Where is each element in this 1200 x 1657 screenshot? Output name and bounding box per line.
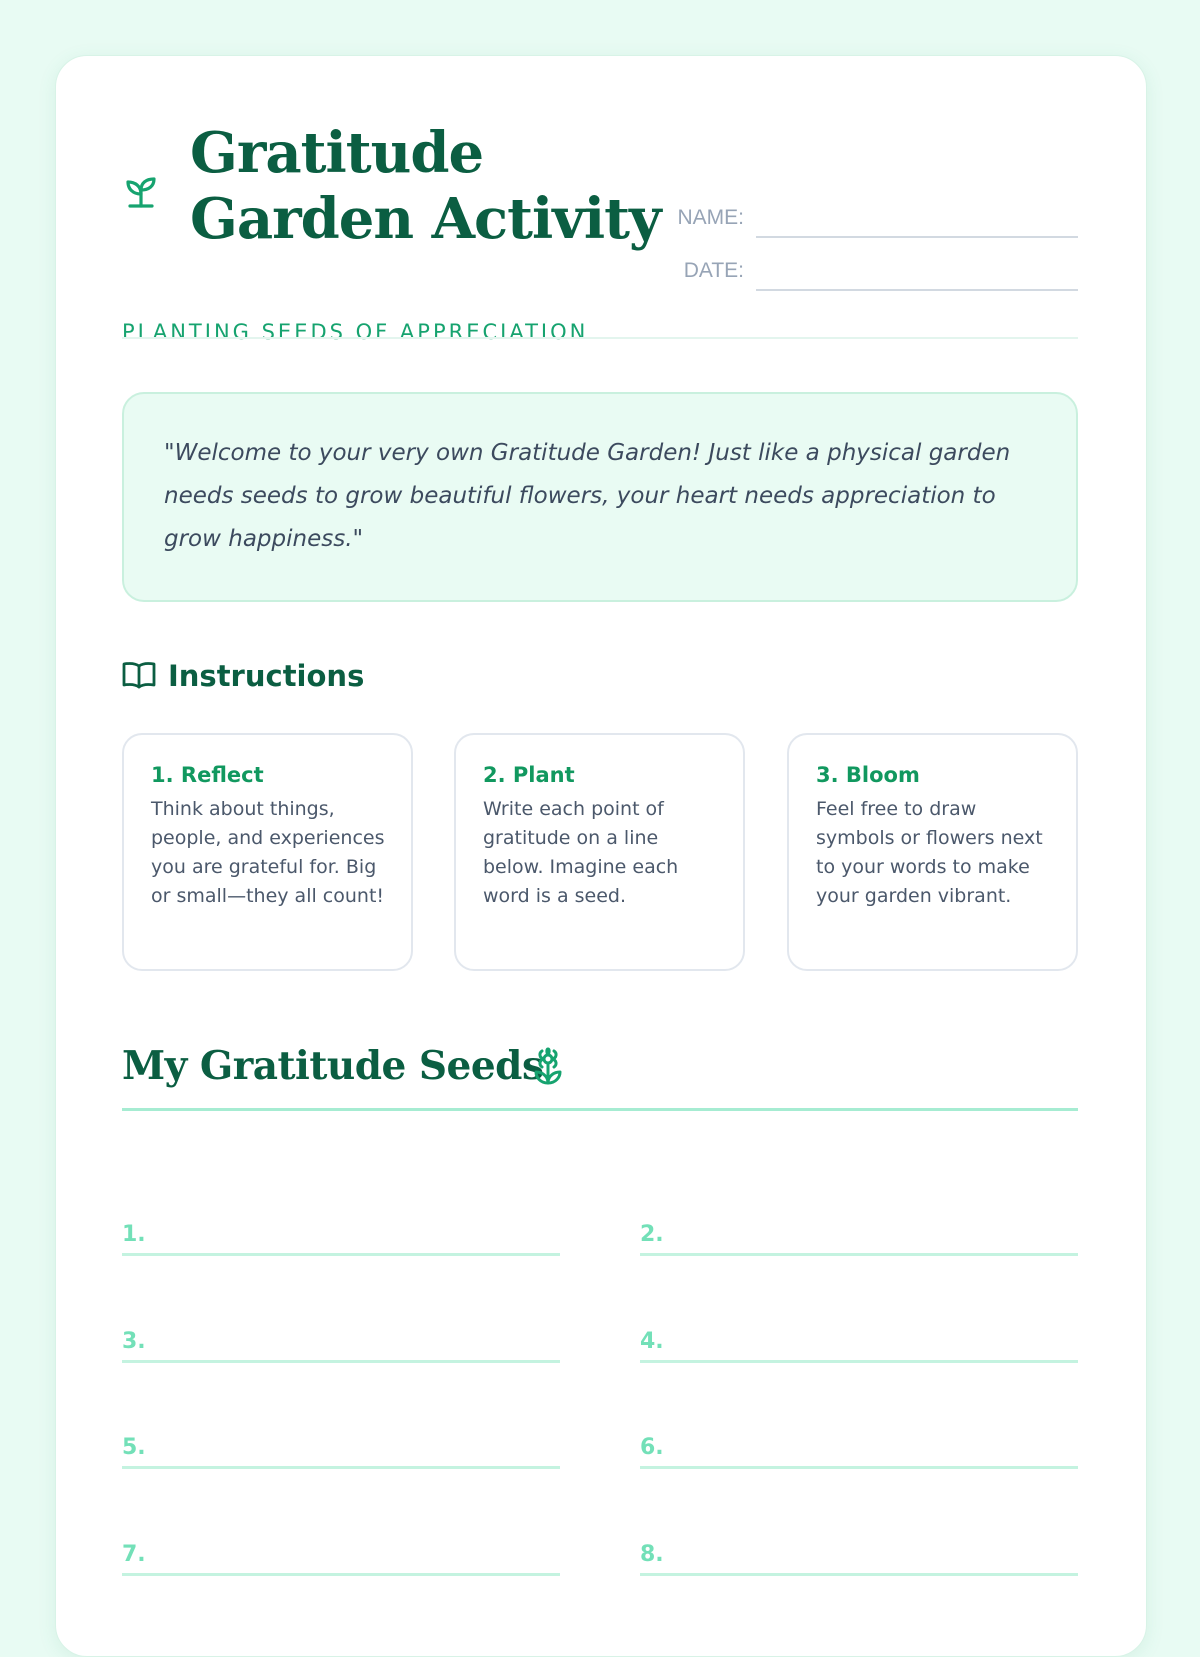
- seed-line-6[interactable]: [640, 1422, 1078, 1469]
- seed-line-8[interactable]: [640, 1529, 1078, 1576]
- step-title: 1. Reflect: [151, 763, 264, 787]
- seeds-heading: [122, 1036, 1078, 1111]
- header-divider: [122, 337, 1078, 339]
- name-field[interactable]: [662, 198, 1078, 238]
- seed-number: 6.: [640, 1435, 664, 1460]
- welcome-quote: "Welcome to your very own Gratitude Garden! Just like a physical garden needs seeds to grow beautiful flowers, your heart needs appreciation to grow happiness.": [164, 440, 1011, 552]
- seed-line-2[interactable]: [640, 1209, 1078, 1256]
- step-title: 2. Plant: [483, 763, 575, 787]
- instructions-title: Instructions: [168, 659, 365, 693]
- flower-icon: [530, 1045, 566, 1087]
- seed-number: 7.: [122, 1542, 146, 1567]
- worksheet-title: Gratitude Garden Activity: [190, 120, 661, 252]
- sprout-icon: [122, 172, 162, 212]
- step-card-bloom: [787, 733, 1078, 971]
- worksheet-card: [55, 55, 1147, 1657]
- instruction-steps: [122, 733, 1078, 971]
- seed-line-7[interactable]: [122, 1529, 560, 1576]
- seeds-title: My Gratitude Seeds: [122, 1043, 544, 1089]
- step-text: Think about things, people, and experiences you are grateful for. Big or small—they all count!: [151, 798, 385, 907]
- step-title: 3. Bloom: [816, 763, 920, 787]
- step-text: Write each point of gratitude on a line below. Imagine each word is a seed.: [483, 798, 679, 907]
- seed-line-5[interactable]: [122, 1422, 560, 1469]
- name-line[interactable]: [756, 236, 1078, 238]
- date-label: DATE:: [683, 259, 744, 282]
- worksheet-header: [122, 120, 1078, 344]
- instructions-heading: [122, 656, 622, 696]
- step-text: Feel free to draw symbols or flowers next to your words to make your garden vibrant.: [816, 798, 1043, 907]
- seed-number: 2.: [640, 1222, 664, 1247]
- seed-number: 1.: [122, 1222, 146, 1247]
- date-line[interactable]: [756, 289, 1078, 291]
- seed-line-3[interactable]: [122, 1316, 560, 1363]
- seed-number: 8.: [640, 1542, 664, 1567]
- seed-number: 5.: [122, 1435, 146, 1460]
- seed-number: 3.: [122, 1329, 146, 1354]
- welcome-quote-box: [122, 392, 1078, 602]
- name-label: NAME:: [677, 206, 744, 229]
- date-field[interactable]: [662, 251, 1078, 291]
- worksheet-subtitle: PLANTING SEEDS OF APPRECIATION: [122, 320, 589, 344]
- seed-line-1[interactable]: [122, 1209, 560, 1256]
- step-card-plant: [454, 733, 745, 971]
- book-icon: [122, 660, 156, 690]
- step-card-reflect: [122, 733, 413, 971]
- seed-line-4[interactable]: [640, 1316, 1078, 1363]
- seed-number: 4.: [640, 1329, 664, 1354]
